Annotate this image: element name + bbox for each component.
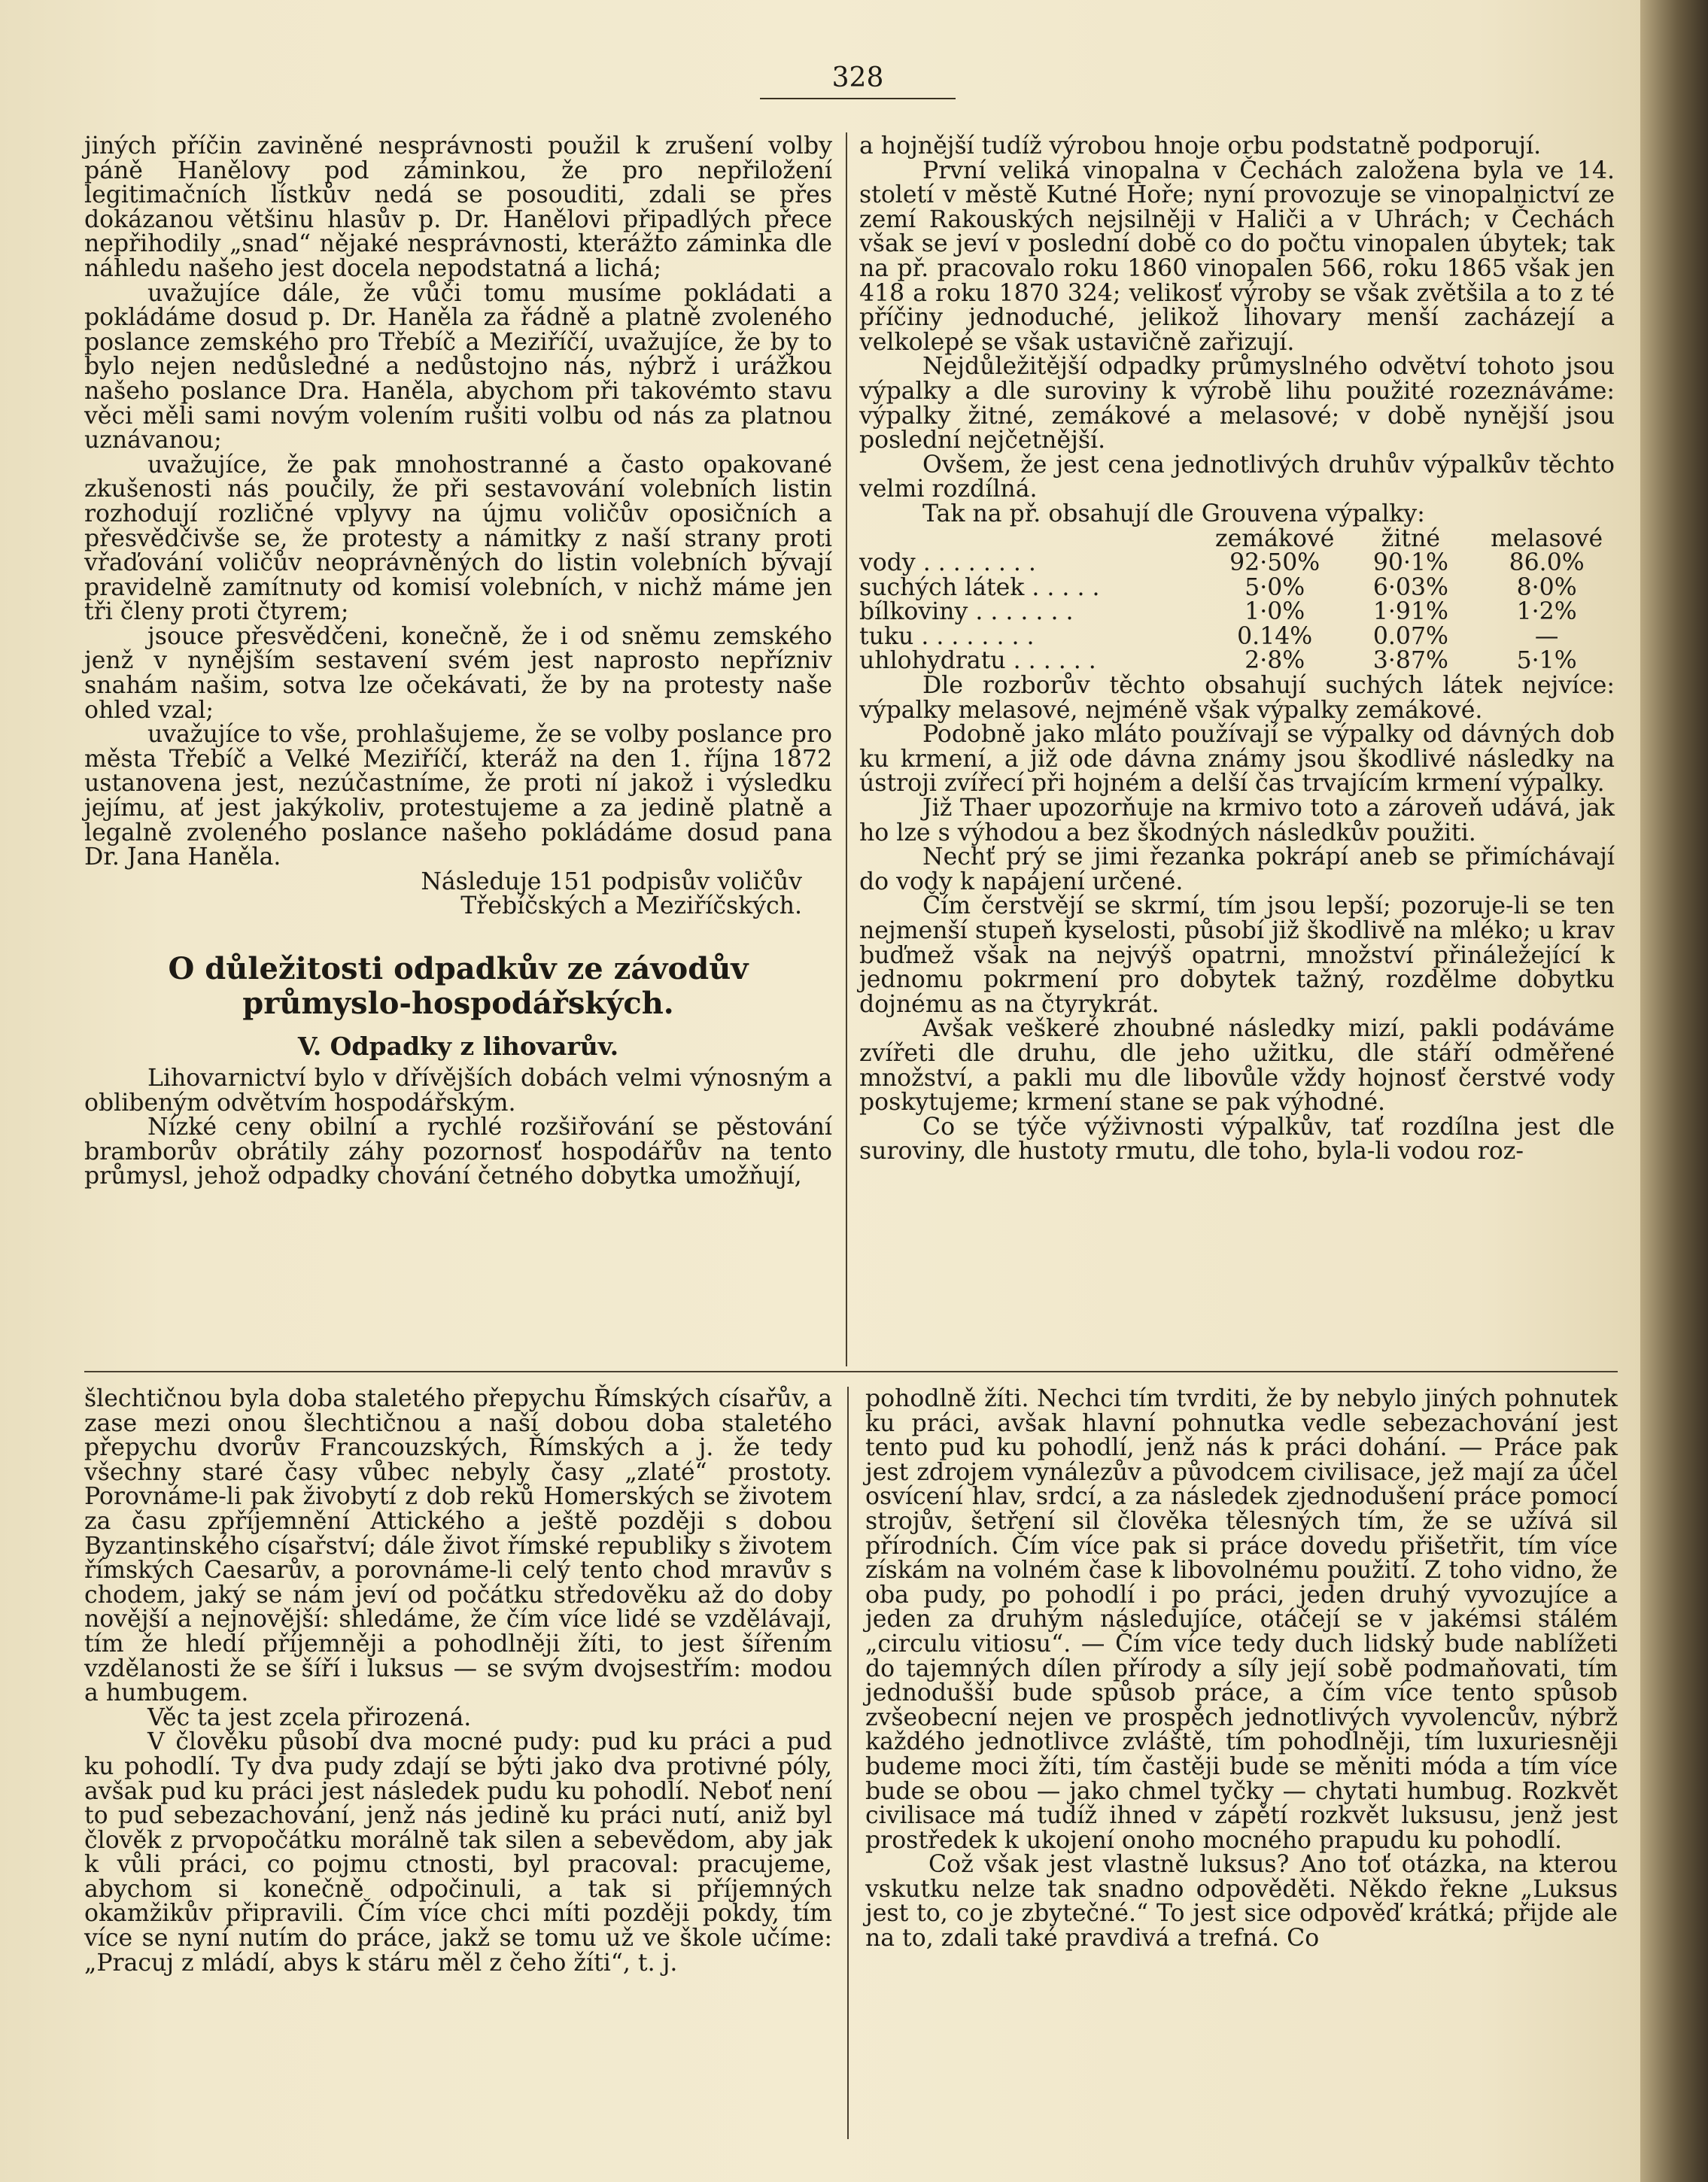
paragraph: Co se týče výživnosti výpalkův, tať rozdílna jest dle suroviny, dle hustoty rmutu, dle toho, byla-li vodou roz- [859, 1113, 1615, 1165]
table-header-cell [859, 527, 1207, 552]
column-divider-bottom [847, 1387, 849, 2139]
paragraph: Již Thaer upozorňuje na krmivo toto a zároveň udává, jak ho lze s výhodou a bez škodných následkův použiti. [859, 795, 1615, 846]
paragraph: uvažujíce, že pak mnohostranné a často opakované zkušenosti nás poučily, že při sestavování volebních listin rozhodují rozličné vplyvy na újmu voličův oposičních a přesvědčivše se, že protesty a námitky z naší strany proti vřaďování voličův neoprávněných do listin volebních bývají pravidelně zamítnuty od komisí volebních, v nichž máme jen tři členy proti čtyrem; [84, 451, 832, 626]
paragraph: jsouce přesvědčeni, konečně, že i od sněmu zemského jenž v nynějším sestavení svém jest naprosto nepřízniv snahám našim, sotva lze očekávati, že by na protesty naše ohled vzal; [84, 622, 832, 724]
table-cell: tuku . . . . . . . . [859, 622, 1035, 650]
column-divider-top [846, 132, 847, 1366]
section-divider [84, 1371, 1618, 1372]
table-header-row [859, 527, 1615, 552]
table-cell: 6·03% [1372, 573, 1448, 601]
book-binding-edge [1640, 0, 1708, 2182]
table-row [859, 600, 1615, 625]
column-bottom-left [84, 1387, 832, 1975]
paragraph: Věc ta jest zcela přirozená. [147, 1703, 472, 1731]
paragraph: Čím čerstvějí se skrmí, tím jsou lepší; pozoruje-li se ten nejmenší stupeň kyselosti, působí již škodlivě na mléko; u krav buďmež však na nejvýš opatrni, množství přináležející k jednomu pokrmení pro dobytek tažný, rozdělme dobytku dojnému as na čtyrykrát. [859, 892, 1615, 1018]
paragraph: První veliká vinopalna v Čechách založena byla ve 14. století v městě Kutné Hoře; nyní provozuje se vinopalnictví ze zemí Rakouských nejsilněji v Haliči a v Uhrách; v Čechách však se jeví v poslední době co do počtu vinopalen úbytek; tak na př. pracovalo roku 1860 vinopalen 566, roku 1865 však jen 418 a roku 1870 324; velikosť výroby se však zvětšila a to z té příčiny jednoduché, jelikož lihovary menší zacházejí a velkolepé se však ustavičně zařizují. [859, 157, 1615, 356]
paragraph: V člověku působí dva mocné pudy: pud ku práci a pud ku pohodlí. Ty dva pudy zdají se býti jako dva protivné póly, avšak pud ku práci jest následek pudu ku pohodlí. Neboť není to pud sebezachování, jenž nás jedině ku práci nutí, aniž byl člověk z prvopočátku morálně tak silen a sebevědom, aby jak k vůli práci, co pojmu ctnosti, byl pracoval: pracujeme, abychom si konečně odpočinuli, a tak si příjemných okamžikův připravili. Čím více chci míti později pokdy, tím více se nyní nutím do práce, jakž se tomu už ve škole učíme: „Pracuj z mládí, abys k stáru měl z čeho žíti“, t. j. [84, 1728, 832, 1977]
table-cell: vody . . . . . . . . [859, 549, 1036, 577]
table-cell: 1·2% [1516, 598, 1577, 626]
paragraph: uvažujíce dále, že vůči tomu musíme pokládati a pokládáme dosud p. Dr. Haněla za řádně a platně zvoleného poslance zemského pro Třebíč a Meziříčí, uvažujíce, že by to bylo nejen nedůsledné a nedůstojno nás, nýbrž i urážkou našeho poslance Dra. Haněla, abychom při takovémto stavu věci měli sami novým volením rušiti volbu od nás za platnou uznávanou; [84, 279, 832, 454]
table-header-cell: zemákové [1214, 524, 1335, 552]
table-cell: uhlohydratu . . . . . . [859, 647, 1096, 675]
column-bottom-right [865, 1387, 1618, 1951]
table-cell: 0.07% [1372, 622, 1448, 650]
table-intro: Tak na př. obsahují dle Grouvena výpalky: [922, 500, 1425, 527]
column-top-right [859, 134, 1615, 1164]
paragraph: šlechtičnou byla doba staletého přepychu Římských císařův, a zase mezi onou šlechtičnou a naší dobou doba staletého přepychu dvorův Francouzských, Římských a j. že tedy všechny staré časy vůbec nebyly časy „zlaté“ prostoty. Porovnáme-li pak živobytí z dob reků Homerských se životem za času zpříjemnění Attického a ještě později s dobou Byzantinského císařství; dále život římské republiky s životem římských Caesarův, a porovnáme-li celý tento chod mravův s chodem, jaký se nám jeví od počátku středověku až do doby novější a nejnovější: shledáme, že čím více lidé se vzdělávají, tím že hledí příjemněji a pohodlněji žíti, to jest šířením vzdělanosti že se šíří i luksus — se svým dvojsestřím: modou a humbugem. [84, 1385, 832, 1707]
paragraph: Což však jest vlastně luksus? Ano toť otázka, na kterou vskutku nelze tak snadno odpověděti. Někdo řekne „Luksus jest to, co je zbytečné.“ To jest sice odpověď krátká; přijde ale na to, zdali také pravdivá a trefná. Co [865, 1851, 1618, 1953]
table-row [859, 625, 1615, 649]
paragraph: jiných příčin zaviněné nesprávnosti použil k zrušení volby páně Hanělovy pod záminkou, že pro nepřiložení legitimačních lístkův nedá se posouditi, zdali se přes dokázanou většinu hlasův p. Dr. Hanělovi připadlých přece nepřihodily „snad“ nějaké nesprávnosti, kterážto záminka dle náhledu našeho jest docela nepodstatná a lichá; [84, 132, 832, 282]
paragraph: Podobně jako mláto používají se výpalky od dávných dob ku krmení, a již ode dávna známy jsou škodlivé následky na ústroji zvířecí při hojném a delší čas trvajícím krmení výpalky. [859, 721, 1615, 798]
paragraph: Lihovarnictví bylo v dřívějších dobách velmi výnosným a oblibeným odvětvím hospodářským. [84, 1065, 832, 1117]
table-cell: 5·0% [1245, 573, 1305, 601]
table-cell: — [1534, 622, 1559, 650]
table-cell: 3·87% [1372, 647, 1448, 675]
table-cell: bílkoviny . . . . . . . [859, 598, 1074, 626]
signature-line: Následuje 151 podpisův voličův [421, 868, 802, 895]
paragraph: Nechť prý se jimi řezanka pokrápí aneb se přimíchávají do vody k napájení určené. [859, 843, 1615, 895]
article-heading: O důležitosti odpadkův ze závodův průmyslo-hospodářských. [168, 951, 749, 1021]
table-cell: 86.0% [1509, 549, 1585, 577]
table-row [859, 576, 1615, 600]
article-subheading: V. Odpadky z lihovarův. [297, 1032, 619, 1061]
paragraph: uvažujíce to vše, prohlašujeme, že se volby poslance pro města Třebíč a Velké Meziříčí, kteráž na den 1. října 1872 ustanovena jest, nezúčastníme, že proti ní jakož i výsledku jejímu, ať jest jakýkoliv, protestujeme a za jedině platně a legalně zvoleného poslance našeho pokládáme dosud pana Dr. Jana Haněla. [84, 721, 832, 871]
column-top-left [84, 134, 832, 1189]
paragraph: pohodlně žíti. Nechci tím tvrditi, že by nebylo jiných pohnutek ku práci, avšak hlavní pohnutka vedle sebezachování jest tento pud ku pohodlí, jenž nás k práci dohání. — Práce pak jest zdrojem vynálezův a původcem civilisace, jež mají za účel osvícení hlav, srdcí, a za následek zjednodušení práce pomocí strojův, šetření sil člověka tělesných tím, že se užívá sil přírodních. Čím více pak si práce dovedu přišetřit, tím více získám na volném čase k libovolnému použití. Z toho vidno, že oba pudy, po pohodlí i po práci, jeden druhý vyvozujíce a jeden za druhým následujíce, otáčejí se v jakémsi stálém „circulu vitiosu“. — Čím více tedy duch lidský bude nablížeti do tajemných dílen přírody a síly její sobě podmaňovati, tím jednodušší bude spůsob práce, a čím více tento spůsob zvšeobecní nejen ve prospěch jednotlivých vyvolencův, nýbrž každého jednotlivce zvláště, tím pohodlněji, tím luxuriesněji budeme moci žíti, tím častěji bude se měniti móda a tím více bude se obou — jako chmel tyčky — chytati humbug. Rozkvět civilisace má tudíž ihned v zápětí rozkvět luksusu, jenž jest prostředek k ukojení onoho mocného prapudu ku pohodlí. [865, 1385, 1618, 1854]
signature-line: Třebíčských a Meziříčských. [460, 892, 802, 920]
table-cell: suchých látek . . . . . [859, 573, 1100, 601]
table-cell: 90·1% [1372, 549, 1448, 577]
table-cell: 1·91% [1372, 598, 1448, 626]
table-cell: 92·50% [1229, 549, 1321, 577]
table-cell: 0.14% [1237, 622, 1313, 650]
table-cell: 2·8% [1245, 647, 1305, 675]
table-cell: 1·0% [1245, 598, 1305, 626]
paragraph: Ovšem, že jest cena jednotlivých druhův výpalkův těchto velmi rozdílná. [859, 451, 1615, 503]
table-cell: 5·1% [1516, 647, 1577, 675]
paragraph: Avšak veškeré zhoubné následky mizí, pakli podáváme zvířeti dle druhu, dle jeho užitku, dle stáří odměřené množství, a pakli mu dle libovůle vždy hojnosť čerstvé vody poskytujeme; krmení stane se pak výhodné. [859, 1015, 1615, 1117]
paragraph: a hojnější tudíž výrobou hnoje orbu podstatně podporují. [859, 132, 1542, 160]
paragraph: Nejdůležitější odpadky průmyslného odvětví tohoto jsou výpalky a dle suroviny k výrobě lihu použité rozeznáváme: výpalky žitné, zemákové a melasové; v době nynější jsou poslední nejčetnější. [859, 353, 1615, 454]
paragraph: Nízké ceny obilní a rychlé rozšiřování se pěstování bramborův obrátily záhy pozornosť hospodářův na tento průmysl, jehož odpadky chování četného dobytka umožňují, [84, 1114, 832, 1190]
paragraph: Dle rozborův těchto obsahují suchých látek nejvíce: výpalky melasové, nejméně však výpalky zemákové. [859, 672, 1615, 724]
table-row [859, 649, 1615, 673]
table-row [859, 551, 1615, 576]
table-header-cell: melasové [1491, 524, 1603, 552]
page-number: 328 [831, 62, 884, 93]
page-number-rule [760, 98, 956, 99]
composition-table [859, 524, 1615, 675]
table-header-cell: žitné [1381, 524, 1441, 552]
table-cell: 8·0% [1516, 573, 1577, 601]
